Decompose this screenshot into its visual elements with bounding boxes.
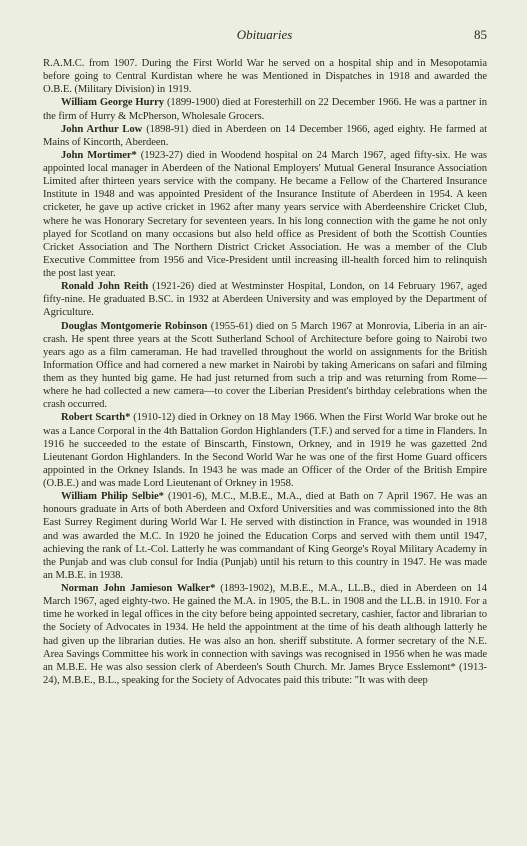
obituary-text: (1893-1902), M.B.E., M.A., LL.B., died in Aberdeen on 14 March 1967, aged eighty-two. He gained the M.A. in 1905, the B.L. in 1908 and the LL.B. in 1910. For a time he worked in legal offices in the city before being appointed secretary, cashier, factor and librarian to the Society of Advocates in 1934. He held the appointment at the time of his death although latterly he had given up the librarian duties. He was also an hon. sheriff substitute. A former secretary of the N.E. Area Savings Committee his work in connection with savings was recognised in 1956 when he was made an M.B.E. He was also session clerk of Aberdeen's South Church. Mr. James Bryce Esslemont* (1913-24), M.B.E., B.L., speaking for the Society of Advocates paid this tribute: "It was with deep — [43, 583, 487, 686]
obituary-entry — [43, 123, 487, 149]
person-name: Robert Scarth* — [61, 412, 131, 424]
obituaries-text — [43, 57, 487, 687]
person-name: Douglas Montgomerie Robinson — [61, 320, 208, 332]
person-name: Norman John Jamieson Walker* — [61, 583, 216, 594]
person-name: Ronald John Reith — [61, 281, 149, 293]
paragraph-text: R.A.M.C. from 1907. During the First World War he served on a hospital ship and in Mesopotamia before going to Central Kurdistan where he was Mentioned in Dispatches in 1918 and awarded the O.B.E. (Military Division) in 1919. — [43, 58, 487, 96]
obituary-entry — [43, 320, 487, 412]
obituary-text: (1921-26) died at Westminster Hospital, London, on 14 February 1967, aged fifty-nine. He graduated B.SC. in 1932 at Aberdeen University and was employed by the Department of Agriculture. — [43, 281, 487, 319]
running-head: Obituaries — [236, 27, 293, 42]
obituary-entry — [43, 149, 487, 280]
person-name: John Mortimer* — [61, 149, 137, 161]
obituary-entry — [43, 411, 487, 490]
person-name: John Arthur Low — [61, 123, 143, 135]
person-name: William Philip Selbie* — [61, 491, 164, 503]
obituary-text: (1923-27) died in Woodend hospital on 24 March 1967, aged fifty-six. He was appointed local manager in Aberdeen of the National Employers' Mutual General Insurance Association Limited after thirteen years service with the company. He became a Fellow of the Chartered Insurance Institute in 1948 and was appointed President of the Insurance Institute of Aberdeen in 1954. A keen cricketer, he gave up active cricket in 1962 after many years service with Aberdeenshire Cricket Club, where he was Honorary Secretary for seventeen years. In his long connection with the game he not only played for Scotland on many occasions but also held office as President of both the Scottish Counties Cricket Association and The Northern District Cricket Association. He was a member of the Club Executive Committee from 1956 and Vice-President until increasing ill-health forced him to relinquish the post last year. — [43, 149, 487, 279]
obituary-text: (1955-61) died on 5 March 1967 at Monrovia, Liberia in an air-crash. He spent three years at the Scott Sutherland School of Architecture before going to Nairobi two years ago as a film cameraman. He had travelled throughout the world on assignments for the British Information Office and had cornered a new market in Nairobi by taking Americans on safari and filming them as they hunted big game. He had just returned from such a trip and was returning from Rome—where he had collected a new camera—to cover the Liberian President's birthday celebrations when the crash occurred. — [43, 320, 487, 411]
page-number: 85 — [474, 27, 487, 42]
obituary-entry — [43, 280, 487, 319]
obituary-entry — [43, 490, 487, 582]
obituary-text: (1901-6), M.C., M.B.E., M.A., died at Bath on 7 April 1967. He was an honours graduate in Arts of both Aberdeen and Oxford Universities and was commissioned into the 8th East Surrey Regiment during World War I. He served with distinction in France, was wounded in 1918 and was awarded the M.C. In 1920 he joined the Education Corps and served with them until 1947, achieving the rank of Lt.-Col. Latterly he was commandant of King George's Royal Military Academy in the Punjab and was club consul for India (Punjab) until his return to this country in 1947. He was made an M.B.E. in 1938. — [43, 491, 488, 581]
obituary-entry — [43, 96, 487, 122]
obituary-entry — [43, 582, 487, 687]
obituary-text: (1899-1900) died at Foresterhill on 22 December 1966. He was a partner in the firm of Hurry & McPherson, Wholesale Grocers. — [43, 97, 487, 122]
page-header — [42, 27, 487, 45]
obituary-text: (1898-91) died in Aberdeen on 14 December 1966, aged eighty. He farmed at Mains of Kincorth, Aberdeen. — [43, 123, 487, 148]
paragraph-continued — [43, 57, 487, 96]
person-name: William George Hurry — [61, 97, 165, 109]
obituary-text: (1910-12) died in Orkney on 18 May 1966. When the First World War broke out he was a Lance Corporal in the 4th Battalion Gordon Highlanders (T.F.) and served for a time in Flanders. In 1916 he succeeded to the estate of Binscarth, Finstown, Orkney, and in 1919 he was gazetted 2nd Lieutenant Gordon Highlanders. In the Second World War he was one of the first Home Guard officers appointed in the Orkney Islands. In 1943 he was made an Officer of the Order of the British Empire (O.B.E.) and was made Lord Lieutenant of Orkney in 1958. — [43, 412, 488, 489]
